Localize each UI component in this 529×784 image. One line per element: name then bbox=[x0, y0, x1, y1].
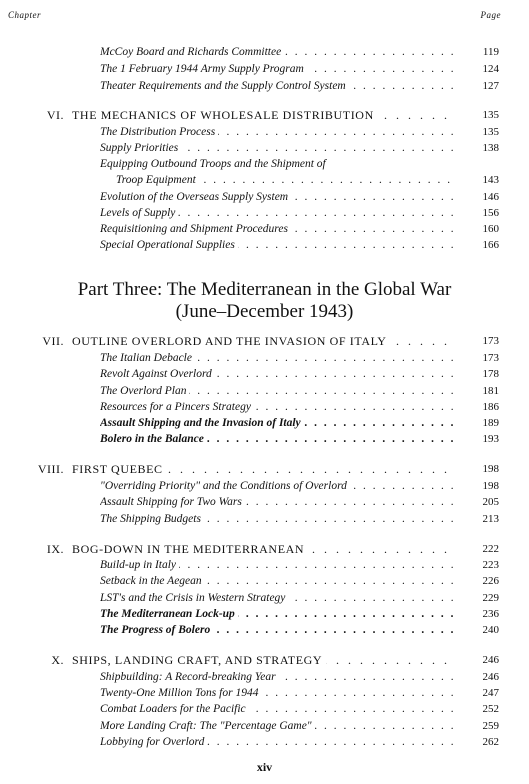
entry-page: 173 bbox=[482, 352, 499, 364]
toc-entry bbox=[0, 511, 529, 527]
entry-page: 259 bbox=[482, 720, 499, 732]
chapter-number: VIII. bbox=[37, 462, 64, 476]
entry-title: McCoy Board and Richards Committee bbox=[100, 46, 284, 58]
entry-title: Combat Loaders for the Pacific bbox=[100, 703, 249, 715]
toc-entry bbox=[0, 415, 529, 431]
toc-entry bbox=[0, 140, 529, 156]
toc-entry bbox=[0, 124, 529, 140]
entry-page: 181 bbox=[482, 385, 499, 397]
toc-entry bbox=[0, 557, 529, 573]
entry-page: 156 bbox=[482, 207, 499, 219]
toc-entry bbox=[0, 156, 529, 172]
chapter-number: X. bbox=[51, 653, 64, 667]
chapter-title: OUTLINE OVERLORD AND THE INVASION OF ITALY bbox=[72, 334, 391, 348]
entry-title: The Progress of Bolero bbox=[100, 624, 213, 636]
chapter-page: 198 bbox=[482, 463, 499, 475]
entry-title: Resources for a Pincers Strategy bbox=[100, 401, 254, 413]
chapter-title: SHIPS, LANDING CRAFT, AND STRATEGY bbox=[72, 653, 326, 667]
entry-page: 229 bbox=[482, 592, 499, 604]
chapter-page: 173 bbox=[482, 335, 499, 347]
chapter-title: FIRST QUEBEC bbox=[72, 462, 167, 476]
folio-page-number: xiv bbox=[256, 760, 273, 774]
toc-entry bbox=[0, 669, 529, 685]
toc-entry bbox=[0, 573, 529, 589]
chapter-heading bbox=[0, 461, 529, 477]
page-column-header: Page bbox=[480, 10, 501, 20]
entry-title: Bolero in the Balance bbox=[100, 433, 207, 445]
entry-title: LST's and the Crisis in Western Strategy bbox=[100, 592, 288, 604]
toc-entry bbox=[0, 590, 529, 606]
chapter-page: 222 bbox=[482, 543, 499, 555]
chapter-number: VII. bbox=[42, 334, 64, 348]
entry-page: 127 bbox=[482, 80, 499, 92]
entry-page: 138 bbox=[482, 142, 499, 154]
chapter-heading bbox=[0, 107, 529, 123]
entry-title: Special Operational Supplies bbox=[100, 239, 238, 251]
chapter-number: IX. bbox=[46, 542, 64, 556]
entry-title: Revolt Against Overlord bbox=[100, 368, 215, 380]
entry-title: Troop Equipment bbox=[116, 174, 199, 186]
entry-page: 143 bbox=[482, 174, 499, 186]
toc-entry bbox=[0, 350, 529, 366]
entry-page: 146 bbox=[482, 191, 499, 203]
toc-entry bbox=[0, 622, 529, 638]
entry-title: Evolution of the Overseas Supply System bbox=[100, 191, 291, 203]
entry-page: 135 bbox=[482, 126, 499, 138]
toc-entry bbox=[0, 366, 529, 382]
toc-entry bbox=[0, 399, 529, 415]
toc-entry bbox=[0, 718, 529, 734]
entry-page: 124 bbox=[482, 63, 499, 75]
toc-entry bbox=[0, 734, 529, 750]
toc-entry bbox=[0, 205, 529, 221]
entry-page: 166 bbox=[482, 239, 499, 251]
toc-entry bbox=[0, 606, 529, 622]
chapter-heading bbox=[0, 541, 529, 557]
toc-entry bbox=[0, 189, 529, 205]
chapter-title: THE MECHANICS OF WHOLESALE DISTRIBUTION bbox=[72, 108, 378, 122]
part-subheading: (June–December 1943) bbox=[175, 301, 354, 322]
entry-page: 252 bbox=[482, 703, 499, 715]
chapter-column-header: Chapter bbox=[8, 10, 42, 20]
entry-page: 178 bbox=[482, 368, 499, 380]
toc-entry bbox=[0, 172, 529, 188]
entry-title: Assault Shipping and the Invasion of Italy bbox=[100, 417, 304, 429]
entry-page: 247 bbox=[482, 687, 499, 699]
entry-title: Theater Requirements and the Supply Control System bbox=[100, 80, 349, 92]
entry-page: 186 bbox=[482, 401, 499, 413]
toc-entry bbox=[0, 221, 529, 237]
toc-entry bbox=[0, 701, 529, 717]
entry-title: The Distribution Process bbox=[100, 126, 218, 138]
toc-entry bbox=[0, 44, 529, 60]
entry-title: The 1 February 1944 Army Supply Program bbox=[100, 63, 307, 75]
entry-page: 240 bbox=[482, 624, 499, 636]
toc-entry bbox=[0, 478, 529, 494]
toc-entry bbox=[0, 494, 529, 510]
entry-title: Levels of Supply bbox=[100, 207, 178, 219]
chapter-heading bbox=[0, 333, 529, 349]
chapter-page: 246 bbox=[482, 654, 499, 666]
chapter-title: BOG-DOWN IN THE MEDITERRANEAN bbox=[72, 542, 308, 556]
entry-page: 226 bbox=[482, 575, 499, 587]
part-heading: Part Three: The Mediterranean in the Global War bbox=[77, 279, 452, 300]
entry-title: Supply Priorities bbox=[100, 142, 181, 154]
entry-title: Assault Shipping for Two Wars bbox=[100, 496, 245, 508]
entry-title: Shipbuilding: A Record-breaking Year bbox=[100, 671, 279, 683]
toc-entry bbox=[0, 383, 529, 399]
entry-page: 213 bbox=[482, 513, 499, 525]
entry-title: The Shipping Budgets bbox=[100, 513, 204, 525]
entry-page: 198 bbox=[482, 480, 499, 492]
entry-page: 246 bbox=[482, 671, 499, 683]
toc-entry bbox=[0, 78, 529, 94]
entry-page: 236 bbox=[482, 608, 499, 620]
entry-page: 223 bbox=[482, 559, 499, 571]
entry-page: 205 bbox=[482, 496, 499, 508]
entry-title: Requisitioning and Shipment Procedures bbox=[100, 223, 291, 235]
toc-entry bbox=[0, 685, 529, 701]
toc-entry bbox=[0, 431, 529, 447]
entry-title: "Overriding Priority" and the Conditions of Overlord bbox=[100, 480, 350, 492]
chapter-page: 135 bbox=[482, 109, 499, 121]
entry-title: Lobbying for Overlord bbox=[100, 736, 207, 748]
entry-title: The Overlord Plan bbox=[100, 385, 189, 397]
entry-title: Equipping Outbound Troops and the Shipment of bbox=[100, 158, 329, 170]
entry-title: Setback in the Aegean bbox=[100, 575, 205, 587]
entry-title: Build-up in Italy bbox=[100, 559, 179, 571]
entry-page: 193 bbox=[482, 433, 499, 445]
entry-page: 119 bbox=[482, 46, 499, 58]
entry-page: 160 bbox=[482, 223, 499, 235]
entry-page: 262 bbox=[482, 736, 499, 748]
chapter-heading bbox=[0, 652, 529, 668]
entry-title: The Mediterranean Lock-up bbox=[100, 608, 238, 620]
entry-title: More Landing Craft: The "Percentage Game" bbox=[100, 720, 315, 732]
entry-title: Twenty-One Million Tons for 1944 bbox=[100, 687, 261, 699]
chapter-number: VI. bbox=[46, 108, 64, 122]
toc-entry bbox=[0, 61, 529, 77]
toc-entry bbox=[0, 237, 529, 253]
entry-page: 189 bbox=[482, 417, 499, 429]
entry-title: The Italian Debacle bbox=[100, 352, 195, 364]
